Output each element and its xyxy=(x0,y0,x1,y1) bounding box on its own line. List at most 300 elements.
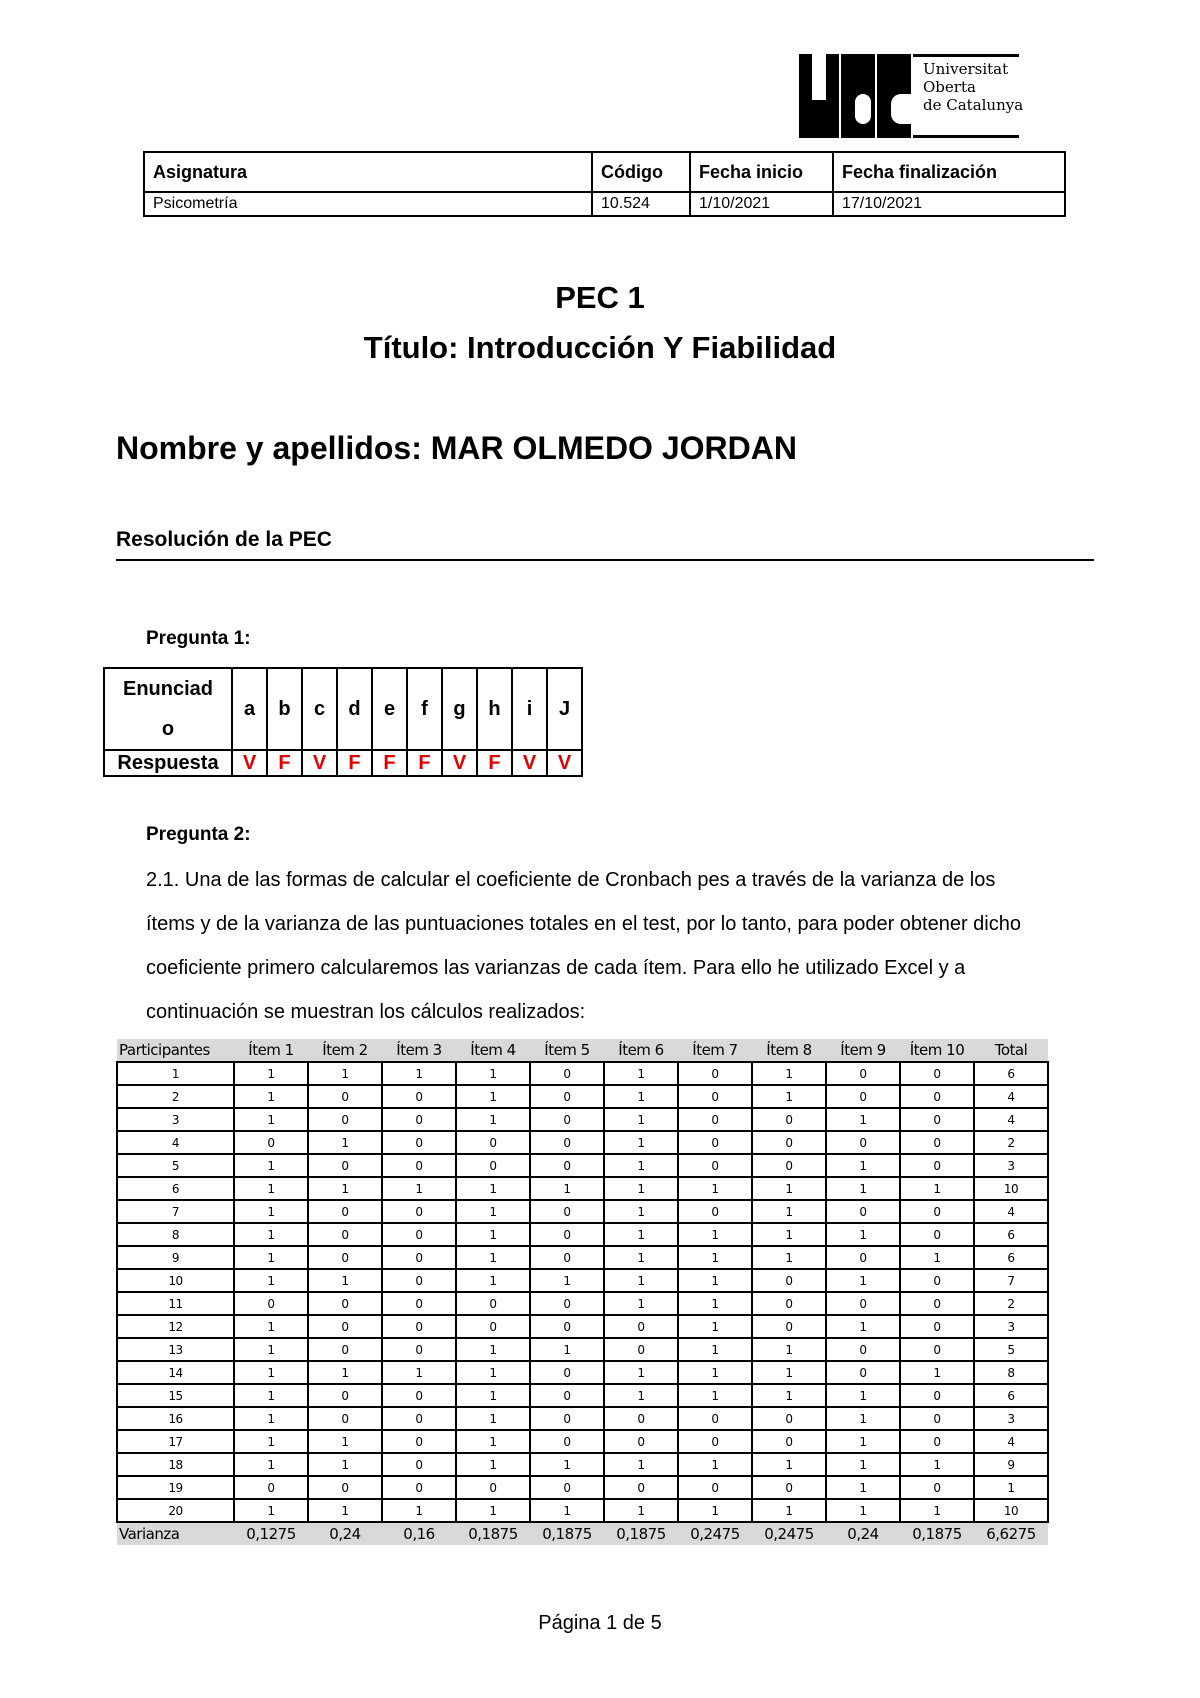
table-cell: 0 xyxy=(456,1131,530,1154)
table-cell: 0 xyxy=(382,1453,456,1476)
table-row xyxy=(117,1499,1048,1522)
table-cell: 0 xyxy=(826,1085,900,1108)
table-cell: 0 xyxy=(900,1476,974,1499)
variance-cell: 6,6275 xyxy=(974,1522,1048,1545)
table-cell: 1 xyxy=(826,1108,900,1131)
paragraph-line: continuación se muestran los cálculos realizados: xyxy=(146,1001,586,1023)
table-cell: 1 xyxy=(530,1453,604,1476)
table-cell: 0 xyxy=(604,1315,678,1338)
table-row xyxy=(117,1108,1048,1131)
table-cell: 1 xyxy=(604,1062,678,1085)
table-cell: 4 xyxy=(974,1430,1048,1453)
table-cell: 1 xyxy=(530,1269,604,1292)
table-cell: 0 xyxy=(456,1154,530,1177)
table-cell: 2 xyxy=(974,1131,1048,1154)
table-cell: 1 xyxy=(604,1384,678,1407)
table-cell: 1 xyxy=(826,1407,900,1430)
table-cell: 1 xyxy=(530,1338,604,1361)
table-cell: 1 xyxy=(604,1246,678,1269)
table-cell: 1 xyxy=(234,1062,308,1085)
answer-cell: V xyxy=(442,750,477,776)
table-cell: 11 xyxy=(117,1292,234,1315)
table-cell: 1 xyxy=(456,1430,530,1453)
table-cell: 0 xyxy=(752,1154,826,1177)
table-cell: 3 xyxy=(974,1407,1048,1430)
letter-cell: f xyxy=(407,668,442,750)
table-cell: 2 xyxy=(974,1292,1048,1315)
table-cell: 1 xyxy=(604,1223,678,1246)
letter-cell: e xyxy=(372,668,407,750)
table-row xyxy=(117,1338,1048,1361)
table-cell: 6 xyxy=(974,1246,1048,1269)
table-cell: 0 xyxy=(382,1315,456,1338)
table-cell: 1 xyxy=(900,1453,974,1476)
column-header: Ítem 2 xyxy=(308,1039,382,1062)
table-cell: 0 xyxy=(752,1315,826,1338)
table-cell: 3 xyxy=(974,1154,1048,1177)
table-cell: 1 xyxy=(604,1154,678,1177)
table-cell: 0 xyxy=(900,1131,974,1154)
table-cell: 1 xyxy=(974,1476,1048,1499)
table-cell: 0 xyxy=(752,1108,826,1131)
table-cell: 0 xyxy=(382,1292,456,1315)
table-cell: 1 xyxy=(234,1430,308,1453)
table-cell: 1 xyxy=(604,1131,678,1154)
table-cell: 0 xyxy=(752,1407,826,1430)
table-cell: 1 xyxy=(678,1246,752,1269)
table-cell: 3 xyxy=(974,1315,1048,1338)
section-heading: Resolución de la PEC xyxy=(116,528,332,551)
table-cell: 1 xyxy=(604,1499,678,1522)
column-header: Ítem 4 xyxy=(456,1039,530,1062)
letter-cell: J xyxy=(547,668,582,750)
table-row xyxy=(117,1453,1048,1476)
table-cell: 0 xyxy=(900,1223,974,1246)
paragraph-line: coeficiente primero calcularemos las varianzas de cada ítem. Para ello he utilizado Excel y a xyxy=(146,957,966,979)
table-cell: 0 xyxy=(308,1154,382,1177)
table-cell: 1 xyxy=(456,1269,530,1292)
table-cell: 16 xyxy=(117,1407,234,1430)
table-cell: 0 xyxy=(308,1476,382,1499)
table-cell: 1 xyxy=(678,1499,752,1522)
uoc-logo xyxy=(799,54,1024,138)
table-cell: 1 xyxy=(530,1499,604,1522)
column-header: Ítem 9 xyxy=(826,1039,900,1062)
table-cell: 10 xyxy=(117,1269,234,1292)
table-cell: 1 xyxy=(752,1177,826,1200)
table-cell: 1 xyxy=(456,1062,530,1085)
table-cell: 0 xyxy=(900,1315,974,1338)
answer-cell: V xyxy=(302,750,337,776)
table-cell: 0 xyxy=(234,1476,308,1499)
table-cell: 0 xyxy=(826,1246,900,1269)
table-cell: 1 xyxy=(456,1338,530,1361)
table-cell: 0 xyxy=(678,1154,752,1177)
table-cell: 1 xyxy=(900,1177,974,1200)
item-scores-table xyxy=(116,1039,1049,1545)
table-cell: 1 xyxy=(382,1177,456,1200)
table-cell: 1 xyxy=(678,1453,752,1476)
table-row xyxy=(117,1246,1048,1269)
table-cell: 0 xyxy=(530,1407,604,1430)
table-cell: 1 xyxy=(234,1384,308,1407)
variance-cell: 0,16 xyxy=(382,1522,456,1545)
table-row xyxy=(117,1062,1048,1085)
table-cell: 0 xyxy=(530,1085,604,1108)
document-subtitle: Título: Introducción Y Fiabilidad xyxy=(363,330,837,365)
table-cell: 1 xyxy=(604,1108,678,1131)
table-cell: 14 xyxy=(117,1361,234,1384)
table-cell: 0 xyxy=(752,1269,826,1292)
table-cell: 1 xyxy=(826,1430,900,1453)
table-row xyxy=(117,1361,1048,1384)
table-cell: 0 xyxy=(826,1200,900,1223)
table-cell: 1 xyxy=(234,1315,308,1338)
table-cell: 1 xyxy=(752,1085,826,1108)
answer-cell: V xyxy=(512,750,547,776)
table-cell: 0 xyxy=(900,1085,974,1108)
table-cell: 0 xyxy=(900,1108,974,1131)
table-row xyxy=(117,1292,1048,1315)
table-cell: 0 xyxy=(382,1131,456,1154)
table-row xyxy=(117,1131,1048,1154)
table-cell: 4 xyxy=(117,1131,234,1154)
table-cell: 0 xyxy=(900,1292,974,1315)
column-header: Participantes xyxy=(117,1039,234,1062)
table-cell: 12 xyxy=(117,1315,234,1338)
table-cell: 1 xyxy=(604,1269,678,1292)
header-fecha-inicio: Fecha inicio xyxy=(690,152,833,192)
table-cell: 1 xyxy=(456,1085,530,1108)
table-cell: 0 xyxy=(382,1223,456,1246)
table-row xyxy=(117,1177,1048,1200)
table-row xyxy=(117,1085,1048,1108)
table-cell: 1 xyxy=(308,1062,382,1085)
table-cell: 0 xyxy=(826,1131,900,1154)
table-cell: 13 xyxy=(117,1338,234,1361)
table-cell: 0 xyxy=(900,1200,974,1223)
column-header: Ítem 3 xyxy=(382,1039,456,1062)
table-cell: 1 xyxy=(308,1269,382,1292)
table-cell: 0 xyxy=(308,1384,382,1407)
question-1-label: Pregunta 1: xyxy=(146,628,251,649)
table-cell: 1 xyxy=(234,1085,308,1108)
table-cell: 0 xyxy=(530,1430,604,1453)
table-cell: 0 xyxy=(530,1246,604,1269)
table-cell: 1 xyxy=(900,1246,974,1269)
letter-cell: i xyxy=(512,668,547,750)
table-cell: 18 xyxy=(117,1453,234,1476)
table-cell: 1 xyxy=(234,1223,308,1246)
value-fecha-inicio: 1/10/2021 xyxy=(690,192,833,216)
letter-cell: c xyxy=(302,668,337,750)
table-cell: 1 xyxy=(234,1499,308,1522)
table-cell: 1 xyxy=(678,1361,752,1384)
table-cell: 8 xyxy=(974,1361,1048,1384)
table-cell: 1 xyxy=(604,1361,678,1384)
column-header: Ítem 8 xyxy=(752,1039,826,1062)
table-cell: 1 xyxy=(900,1499,974,1522)
table-cell: 0 xyxy=(382,1338,456,1361)
value-codigo: 10.524 xyxy=(592,192,690,216)
table-cell: 1 xyxy=(678,1292,752,1315)
table-cell: 1 xyxy=(456,1108,530,1131)
letter-cell: b xyxy=(267,668,302,750)
table-cell: 0 xyxy=(382,1384,456,1407)
table-cell: 0 xyxy=(382,1108,456,1131)
table-cell: 1 xyxy=(752,1338,826,1361)
table-cell: 0 xyxy=(382,1476,456,1499)
table-cell: 1 xyxy=(900,1361,974,1384)
table-cell: 0 xyxy=(900,1062,974,1085)
table-cell: 1 xyxy=(678,1177,752,1200)
table-cell: 0 xyxy=(456,1315,530,1338)
table-cell: 1 xyxy=(117,1062,234,1085)
paragraph-line: 2.1. Una de las formas de calcular el coeficiente de Cronbach pes a través de la varianza de los xyxy=(146,869,996,891)
table-cell: 0 xyxy=(308,1292,382,1315)
table-cell: 1 xyxy=(752,1246,826,1269)
table-cell: 7 xyxy=(974,1269,1048,1292)
variance-cell: 0,1875 xyxy=(604,1522,678,1545)
table-cell: 1 xyxy=(604,1292,678,1315)
table-cell: 1 xyxy=(456,1499,530,1522)
table-cell: 1 xyxy=(826,1315,900,1338)
table-cell: 0 xyxy=(678,1407,752,1430)
table-cell: 0 xyxy=(382,1246,456,1269)
table-cell: 1 xyxy=(604,1200,678,1223)
table-cell: 0 xyxy=(678,1476,752,1499)
table-cell: 1 xyxy=(308,1453,382,1476)
variance-cell: 0,2475 xyxy=(752,1522,826,1545)
table-row xyxy=(117,1315,1048,1338)
table-row xyxy=(117,1154,1048,1177)
column-header: Ítem 6 xyxy=(604,1039,678,1062)
table-cell: 3 xyxy=(117,1108,234,1131)
table-cell: 1 xyxy=(678,1223,752,1246)
table-cell: 1 xyxy=(752,1453,826,1476)
value-fecha-finalizacion: 17/10/2021 xyxy=(833,192,1065,216)
header-fecha-finalizacion: Fecha finalización xyxy=(833,152,1065,192)
table-cell: 0 xyxy=(308,1108,382,1131)
uoc-logo-text: Universitat Oberta de Catalunya xyxy=(923,60,1024,114)
question-1-answers-table xyxy=(103,667,583,777)
table-cell: 0 xyxy=(382,1154,456,1177)
table-cell: 1 xyxy=(456,1223,530,1246)
table-cell: 1 xyxy=(826,1499,900,1522)
table-cell: 1 xyxy=(456,1177,530,1200)
value-asignatura: Psicometría xyxy=(144,192,592,216)
table-cell: 8 xyxy=(117,1223,234,1246)
answer-cell: F xyxy=(267,750,302,776)
course-info-table xyxy=(143,151,1066,217)
table-cell: 6 xyxy=(974,1062,1048,1085)
table-cell: 1 xyxy=(234,1177,308,1200)
table-cell: 1 xyxy=(456,1407,530,1430)
table-cell: 0 xyxy=(752,1292,826,1315)
table-cell: 0 xyxy=(826,1361,900,1384)
table-cell: 0 xyxy=(604,1476,678,1499)
table-cell: 0 xyxy=(826,1292,900,1315)
table-cell: 0 xyxy=(530,1154,604,1177)
table-cell: 0 xyxy=(382,1407,456,1430)
table-cell: 0 xyxy=(308,1085,382,1108)
table-cell: 1 xyxy=(234,1338,308,1361)
table-cell: 1 xyxy=(826,1476,900,1499)
table-cell: 0 xyxy=(530,1062,604,1085)
answer-cell: V xyxy=(547,750,582,776)
table-cell: 1 xyxy=(826,1384,900,1407)
table-cell: 9 xyxy=(117,1246,234,1269)
table-cell: 1 xyxy=(308,1131,382,1154)
answer-cell: F xyxy=(407,750,442,776)
table-cell: 1 xyxy=(456,1200,530,1223)
table-cell: 1 xyxy=(752,1499,826,1522)
table-cell: 1 xyxy=(826,1269,900,1292)
table-cell: 10 xyxy=(974,1499,1048,1522)
variance-cell: 0,1875 xyxy=(530,1522,604,1545)
table-cell: 1 xyxy=(604,1177,678,1200)
table-cell: 1 xyxy=(308,1361,382,1384)
table-cell: 1 xyxy=(678,1315,752,1338)
table-cell: 0 xyxy=(678,1108,752,1131)
table-row xyxy=(117,1476,1048,1499)
question-2-paragraph xyxy=(146,858,1106,1034)
table-cell: 7 xyxy=(117,1200,234,1223)
page-footer: Página 1 de 5 xyxy=(538,1612,662,1634)
table-cell: 0 xyxy=(456,1292,530,1315)
table-cell: 0 xyxy=(308,1246,382,1269)
table-cell: 0 xyxy=(604,1338,678,1361)
table-cell: 4 xyxy=(974,1200,1048,1223)
table-cell: 0 xyxy=(678,1131,752,1154)
table-cell: 1 xyxy=(234,1361,308,1384)
table-cell: 5 xyxy=(974,1338,1048,1361)
table-cell: 0 xyxy=(530,1223,604,1246)
answer-cell: F xyxy=(477,750,512,776)
table-cell: 0 xyxy=(308,1338,382,1361)
table-cell: 0 xyxy=(678,1062,752,1085)
table-cell: 10 xyxy=(974,1177,1048,1200)
table-row xyxy=(117,1407,1048,1430)
document-title: PEC 1 xyxy=(555,280,645,315)
student-name: Nombre y apellidos: MAR OLMEDO JORDAN xyxy=(116,430,797,466)
table-cell: 9 xyxy=(974,1453,1048,1476)
table-cell: 1 xyxy=(234,1200,308,1223)
table-cell: 1 xyxy=(234,1154,308,1177)
variance-cell: 0,2475 xyxy=(678,1522,752,1545)
letter-cell: d xyxy=(337,668,372,750)
header-codigo: Código xyxy=(592,152,690,192)
table-cell: 1 xyxy=(456,1453,530,1476)
table-cell: 15 xyxy=(117,1384,234,1407)
table-cell: 0 xyxy=(234,1131,308,1154)
table-cell: 5 xyxy=(117,1154,234,1177)
table-cell: 1 xyxy=(234,1407,308,1430)
table-cell: 1 xyxy=(826,1177,900,1200)
column-header: Total xyxy=(974,1039,1048,1062)
table-cell: 1 xyxy=(752,1361,826,1384)
table-cell: 0 xyxy=(604,1430,678,1453)
table-cell: 0 xyxy=(382,1269,456,1292)
table-cell: 0 xyxy=(678,1085,752,1108)
table-cell: 1 xyxy=(752,1200,826,1223)
table-cell: 0 xyxy=(826,1062,900,1085)
table-cell: 1 xyxy=(678,1269,752,1292)
variance-row xyxy=(117,1522,1048,1545)
table-cell: 1 xyxy=(234,1269,308,1292)
table-cell: 2 xyxy=(117,1085,234,1108)
table-cell: 1 xyxy=(826,1154,900,1177)
table-cell: 1 xyxy=(234,1108,308,1131)
table-cell: 0 xyxy=(530,1361,604,1384)
variance-cell: Varianza xyxy=(117,1522,234,1545)
enunciado-label-text: Enunciado xyxy=(122,678,213,740)
table-cell: 0 xyxy=(900,1154,974,1177)
uoc-logo-mark xyxy=(799,54,911,138)
table-cell: 0 xyxy=(604,1407,678,1430)
table-cell: 0 xyxy=(900,1269,974,1292)
enunciado-label xyxy=(104,668,232,750)
table-cell: 6 xyxy=(974,1223,1048,1246)
table-cell: 0 xyxy=(234,1292,308,1315)
table-cell: 4 xyxy=(974,1085,1048,1108)
variance-cell: 0,1275 xyxy=(234,1522,308,1545)
table-cell: 0 xyxy=(308,1223,382,1246)
table-cell: 19 xyxy=(117,1476,234,1499)
table-cell: 1 xyxy=(456,1246,530,1269)
table-cell: 0 xyxy=(456,1476,530,1499)
letter-cell: a xyxy=(232,668,267,750)
table-cell: 1 xyxy=(382,1499,456,1522)
table-cell: 0 xyxy=(530,1292,604,1315)
table-cell: 1 xyxy=(752,1062,826,1085)
table-row xyxy=(117,1200,1048,1223)
column-header: Ítem 10 xyxy=(900,1039,974,1062)
table-row xyxy=(117,1269,1048,1292)
table-cell: 6 xyxy=(974,1384,1048,1407)
table-cell: 0 xyxy=(382,1200,456,1223)
table-cell: 1 xyxy=(234,1453,308,1476)
table-cell: 0 xyxy=(530,1476,604,1499)
column-header: Ítem 1 xyxy=(234,1039,308,1062)
table-cell: 0 xyxy=(752,1476,826,1499)
table-cell: 1 xyxy=(382,1062,456,1085)
table-cell: 1 xyxy=(530,1177,604,1200)
table-cell: 1 xyxy=(234,1246,308,1269)
table-cell: 0 xyxy=(308,1407,382,1430)
question-2-label: Pregunta 2: xyxy=(146,824,251,845)
variance-cell: 0,24 xyxy=(826,1522,900,1545)
table-cell: 0 xyxy=(752,1131,826,1154)
table-row xyxy=(117,1223,1048,1246)
answer-cell: V xyxy=(232,750,267,776)
table-cell: 0 xyxy=(530,1131,604,1154)
table-cell: 1 xyxy=(678,1338,752,1361)
table-cell: 0 xyxy=(678,1430,752,1453)
table-cell: 0 xyxy=(382,1085,456,1108)
table-cell: 0 xyxy=(900,1430,974,1453)
column-header: Ítem 5 xyxy=(530,1039,604,1062)
table-cell: 1 xyxy=(604,1453,678,1476)
table-cell: 17 xyxy=(117,1430,234,1453)
variance-cell: 0,1875 xyxy=(456,1522,530,1545)
table-cell: 1 xyxy=(826,1453,900,1476)
table-cell: 1 xyxy=(308,1430,382,1453)
variance-cell: 0,24 xyxy=(308,1522,382,1545)
table-cell: 1 xyxy=(752,1223,826,1246)
table-cell: 0 xyxy=(678,1200,752,1223)
table-cell: 0 xyxy=(530,1108,604,1131)
